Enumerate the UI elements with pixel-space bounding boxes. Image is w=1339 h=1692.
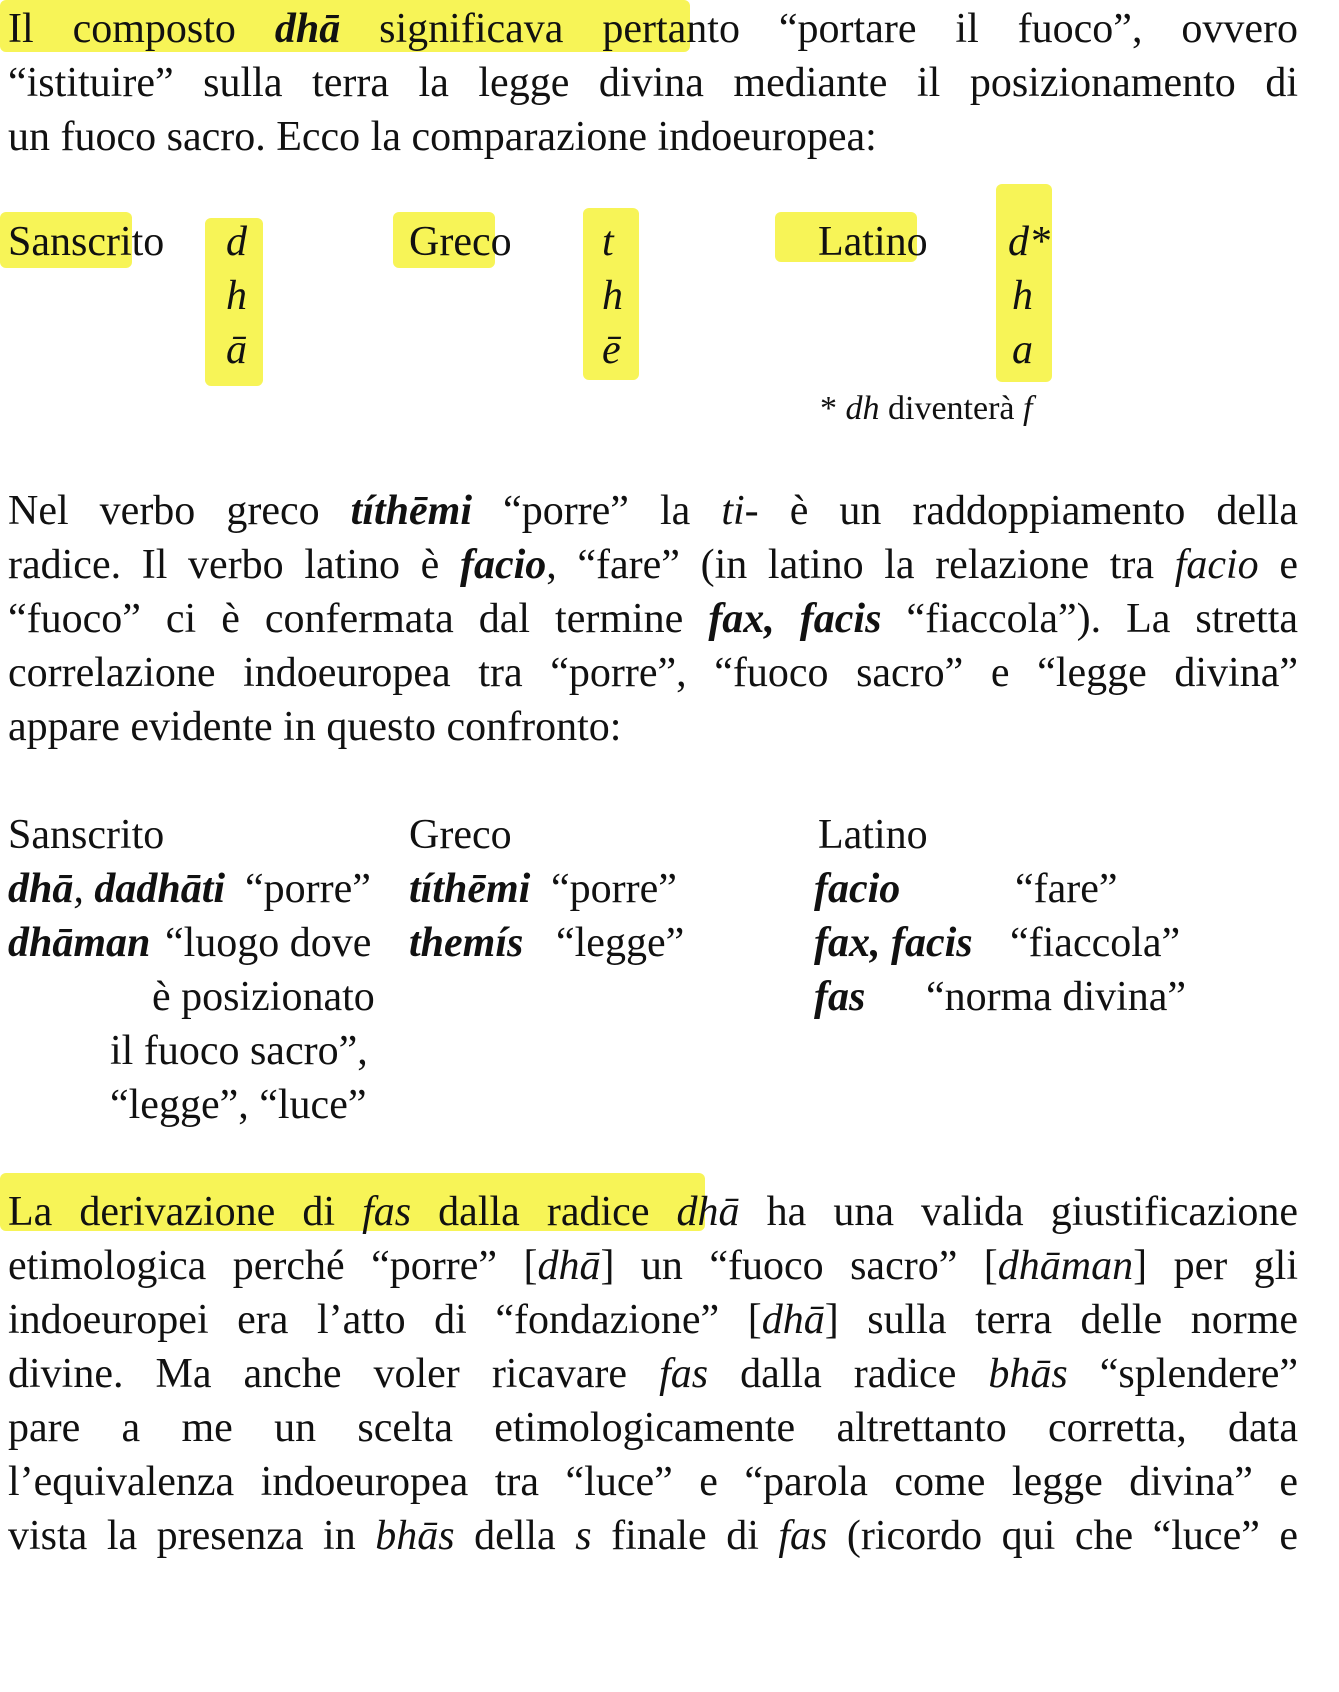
table1-latino-letter: a — [1012, 327, 1033, 373]
paragraph-2-line-2: radice. Il verbo latino è facio, “fare” (in latino la relazione tra facio e — [8, 542, 1298, 588]
paragraph-2-line-4: correlazione indoeuropea tra “porre”, “fuoco sacro” e “legge divina” — [8, 650, 1298, 696]
table1-sanscrito-letter: h — [226, 273, 247, 319]
table2-sanscrito-gloss: il fuoco sacro”, — [110, 1028, 368, 1074]
table2-heading-greco: Greco — [409, 812, 512, 858]
table1-sanscrito-letter: d — [226, 219, 247, 265]
table2-greco-word: themís — [409, 920, 524, 966]
table2-heading-latino: Latino — [818, 812, 928, 858]
table2-latino-word: facio — [814, 866, 901, 912]
table1-heading-sanscrito: Sanscrito — [8, 219, 165, 265]
table2-latino-gloss: “fiaccola” — [1010, 920, 1181, 966]
paragraph-3-line-1: La derivazione di fas dalla radice dhā ha una valida giustificazione — [8, 1189, 1298, 1235]
table1-latino-letter: h — [1012, 273, 1033, 319]
paragraph-2-line-1: Nel verbo greco títhēmi “porre” la ti- è un raddoppiamento della — [8, 488, 1298, 534]
table1-heading-greco: Greco — [409, 219, 512, 265]
table2-heading-sanscrito: Sanscrito — [8, 812, 165, 858]
table2-latino-gloss: “norma divina” — [926, 974, 1187, 1020]
paragraph-3-line-3: indoeuropei era l’atto di “fondazione” [dhā] sulla terra delle norme — [8, 1297, 1299, 1343]
table2-sanscrito-gloss: è posizionato — [152, 974, 375, 1020]
table1-greco-letter: ē — [602, 327, 621, 373]
table2-latino-gloss: “fare” — [1015, 866, 1118, 912]
paragraph-3-line-2: etimologica perché “porre” [dhā] un “fuoco sacro” [dhāman] per gli — [8, 1243, 1299, 1289]
table2-greco-word: títhēmi — [409, 866, 531, 912]
paragraph-1-line-1: Il composto dhā significava pertanto “portare il fuoco”, ovvero — [8, 6, 1299, 52]
table1-sanscrito-letter: ā — [226, 327, 247, 373]
table2-sanscrito-gloss: “luogo dove — [165, 920, 372, 966]
table1-greco-letter: t — [602, 219, 614, 265]
table2-latino-word: fax, facis — [814, 920, 973, 966]
table1-heading-latino: Latino — [818, 219, 928, 265]
paragraph-2-line-5: appare evidente in questo confronto: — [8, 704, 622, 750]
paragraph-3-line-4: divine. Ma anche voler ricavare fas dalla radice bhās “splendere” — [8, 1351, 1298, 1397]
table1-greco-letter: h — [602, 273, 623, 319]
table1-footnote: * dh diventerà f — [820, 390, 1033, 427]
table2-sanscrito-word: dhā, dadhāti — [8, 866, 226, 912]
paragraph-3-line-5: pare a me un scelta etimologicamente altrettanto corretta, data — [8, 1405, 1298, 1451]
table2-greco-gloss: “porre” — [551, 866, 677, 912]
paragraph-1-line-2: “istituire” sulla terra la legge divina mediante il posizionamento di — [8, 60, 1298, 106]
paragraph-1-line-3: un fuoco sacro. Ecco la comparazione indoeuropea: — [8, 114, 877, 160]
table2-sanscrito-word: dhāman — [8, 920, 151, 966]
paragraph-3-line-7: vista la presenza in bhās della s finale di fas (ricordo qui che “luce” e — [8, 1513, 1299, 1559]
paragraph-3-line-6: l’equivalenza indoeuropea tra “luce” e “parola come legge divina” e — [8, 1459, 1298, 1505]
table1-latino-letter: d* — [1008, 219, 1050, 265]
paragraph-2-line-3: “fuoco” ci è confermata dal termine fax, facis “fiaccola”). La stretta — [8, 596, 1299, 642]
table2-latino-word: fas — [814, 974, 866, 1020]
table2-sanscrito-gloss: “porre” — [245, 866, 371, 912]
table2-sanscrito-gloss: “legge”, “luce” — [110, 1082, 367, 1128]
table2-greco-gloss: “legge” — [556, 920, 685, 966]
